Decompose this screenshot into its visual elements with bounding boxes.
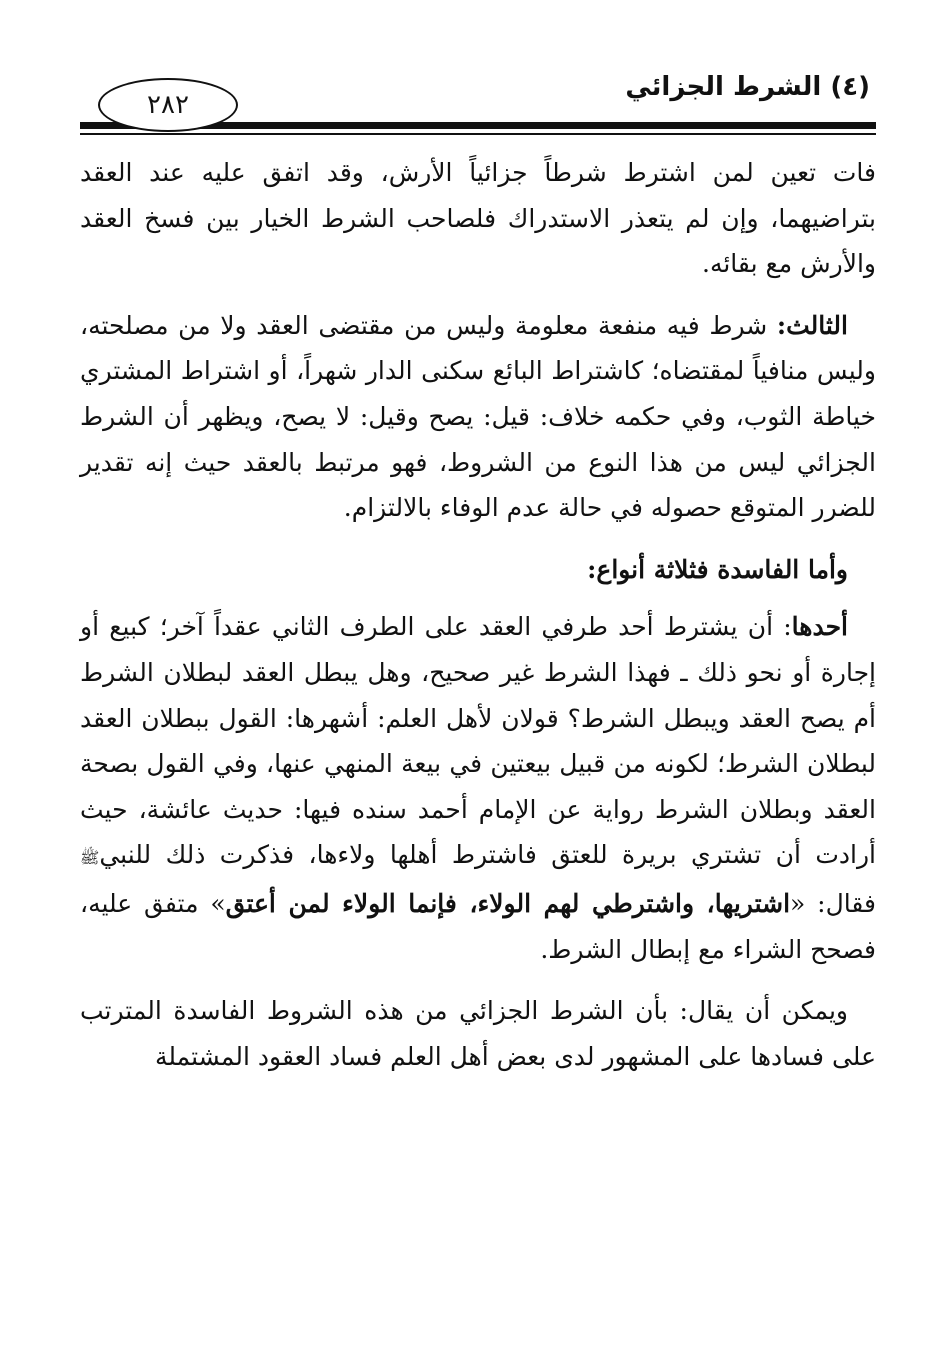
header-rule-thin	[80, 133, 876, 135]
page-number: ٢٨٢	[98, 78, 238, 132]
paragraph-third-text: شرط فيه منفعة معلومة وليس من مقتضى العقد ولا من مصلحته، وليس منافياً لمقتضاه؛ كاشتراط البائع سكنى الدار شهراً، أو اشتراط المشتري خياطة الثوب، وفي حكمه خلاف: قيل: يصح وقيل: لا يصح، ويظهر أن الشرط الجزائي ليس من هذا النوع من الشروط، فهو مرتبط بالعقد حيث إنه تقدير للضرر المتوقع حصوله في حالة عدم الوفاء بالالتزام.	[80, 310, 876, 523]
paragraph-first-end: » متفق عليه، فصحح الشراء مع إبطال الشرط.	[80, 888, 876, 964]
paragraph-first-type	[80, 604, 876, 972]
paragraph-conclusion: ويمكن أن يقال: بأن الشرط الجزائي من هذه الشروط الفاسدة المترتب على فسادها على المشهور لدى بعض أهل العلم فساد العقود المشتملة	[80, 996, 876, 1071]
paragraph-first-mid: فقال: «	[790, 888, 876, 918]
salawat-glyph: ﷺ	[80, 848, 100, 868]
page-header	[80, 70, 876, 140]
paragraph-lead-third: الثالث:	[776, 310, 848, 340]
paragraph-continuation: فات تعين لمن اشترط شرطاً جزائياً الأرش، وقد اتفق عليه عند العقد بتراضيهما، وإن لم يتعذر الاستدراك فلصاحب الشرط الخيار بين فسخ العقد والأرش مع بقائه.	[80, 158, 876, 279]
paragraph-third-condition	[80, 303, 876, 531]
section-heading-invalid-conditions: وأما الفاسدة فثلاثة أنواع:	[587, 554, 848, 584]
paragraph-lead-first: أحدها	[791, 612, 848, 642]
hadith-quote: اشتريها، واشترطي لهم الولاء، فإنما الولاء لمن أعتق	[225, 888, 791, 918]
paragraph-first-text: : أن يشترط أحد طرفي العقد على الطرف الثاني عقداً آخر؛ كبيع أو إجارة أو نحو ذلك ـ فهذا الشرط غير صحيح، وهل يبطل العقد لبطلان الشرط أم يصح العقد ويبطل الشرط؟ قولان لأهل العلم: أشهرها: القول ببطلان العقد لبطلان الشرط؛ لكونه من قبيل بيعتين في بيعة المنهي عنها، وفي القول بصحة العقد وبطلان الشرط رواية عن الإمام أحمد سنده فيها: حديث عائشة، حيث أرادت أن تشتري بريرة للعتق فاشترط أهلها ولاءها، فذكرت ذلك للنبي	[80, 612, 876, 870]
running-title: (٤) الشرط الجزائي	[625, 72, 870, 102]
page-body	[80, 150, 876, 1095]
